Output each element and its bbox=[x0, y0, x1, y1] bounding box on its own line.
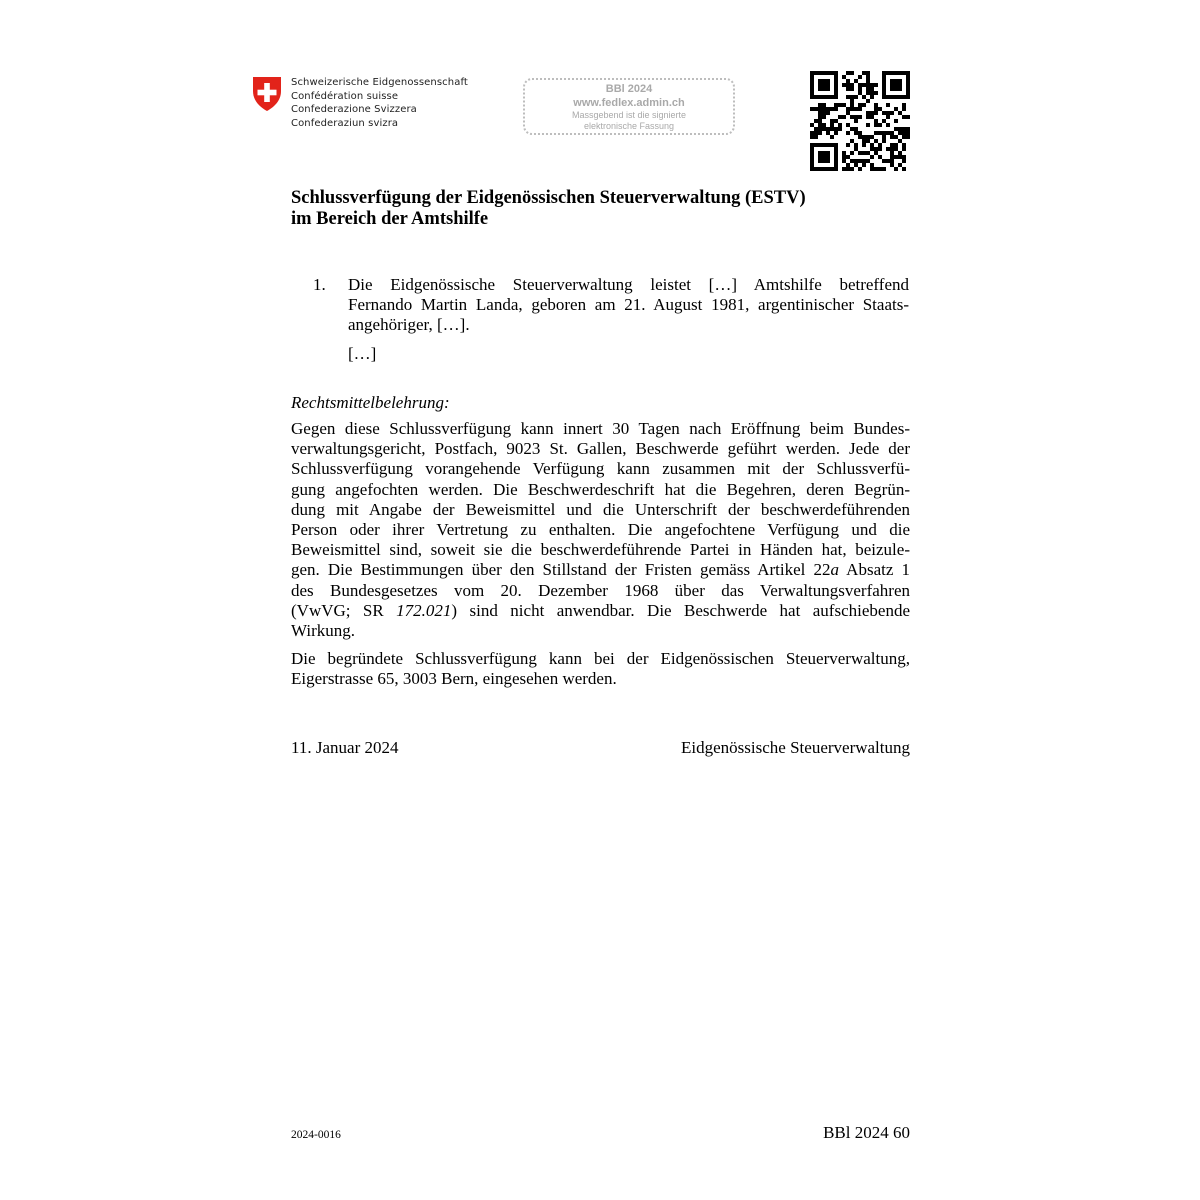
decision-date: 11. Januar 2024 bbox=[291, 738, 399, 757]
appeal-line: Wirkung. bbox=[291, 621, 355, 641]
appeal-line-text: ) sind nicht anwendbar. Die Beschwerde hat aufschiebende bbox=[451, 600, 910, 620]
stamp-url: www.fedlex.admin.ch bbox=[573, 97, 685, 109]
publication-stamp bbox=[523, 78, 735, 135]
appeal-paragraph bbox=[291, 419, 910, 641]
stamp-bbl: BBl 2024 bbox=[605, 83, 653, 95]
item-line: Fernando Martin Landa, geboren am 21. August 1981, argentinischer Staats- bbox=[348, 295, 909, 314]
appeal-line: Person oder ihrer Vertretung zu enthalten. Die angefochtene Verfügung und die bbox=[291, 520, 910, 540]
appeal-line: Gegen diese Schlussverfügung kann innert 30 Tagen nach Eröffnung beim Bundes- bbox=[291, 419, 910, 438]
appeal-line: gung angefochten werden. Die Beschwerdeschrift hat die Begehren, deren Begrün- bbox=[291, 479, 910, 499]
confederation-name-de: Schweizerische Eidgenossenschaft bbox=[291, 77, 468, 88]
item-number: 1. bbox=[313, 275, 326, 294]
item-line: angehöriger, […]. bbox=[348, 315, 470, 334]
appeal-line-sr bbox=[291, 601, 910, 621]
swiss-shield-icon bbox=[252, 76, 282, 112]
document-title bbox=[291, 188, 911, 230]
inspection-line: Eigerstrasse 65, 3003 Bern, eingesehen werden. bbox=[291, 669, 617, 689]
appeal-line: dung mit Angabe der Beweismittel und die Unterschrift der beschwerdeführenden bbox=[291, 499, 910, 519]
signing-authority: Eidgenössische Steuerverwaltung bbox=[681, 738, 910, 757]
confederation-logo bbox=[252, 76, 468, 130]
confederation-names bbox=[291, 76, 468, 130]
title-line: im Bereich der Amtshilfe bbox=[291, 209, 489, 229]
confederation-name-it: Confederazione Svizzera bbox=[291, 104, 417, 115]
appeal-line: des Bundesgesetzes vom 20. Dezember 1968 über das Verwaltungsverfahren bbox=[291, 580, 910, 600]
inspection-line: Die begründete Schlussverfügung kann bei der Eidgenössischen Steuerverwaltung, bbox=[291, 649, 910, 668]
appeal-line: Schlussverfügung vorangehende Verfügung kann zusammen mit der Schlussverfü- bbox=[291, 459, 910, 479]
title-line: Schlussverfügung der Eidgenössischen Steuerverwaltung (ESTV) bbox=[291, 188, 806, 208]
appeal-line: Beweismittel sind, soweit sie die beschwerdeführende Partei in Händen hat, beizule- bbox=[291, 540, 910, 560]
appeal-line-article bbox=[291, 560, 910, 580]
article-letter: a bbox=[830, 560, 840, 580]
qr-code-icon bbox=[810, 71, 910, 171]
item-line: Die Eidgenössische Steuerverwaltung leistet […] Amtshilfe betreffend bbox=[348, 275, 909, 294]
stamp-note-2: elektronische Fassung bbox=[583, 121, 675, 131]
appeal-heading: Rechtsmittelbelehrung: bbox=[291, 393, 450, 412]
appeal-line-text: (VwVG; SR bbox=[291, 600, 397, 620]
appeal-line-text: gen. Die Bestimmungen über den Stillstand der Fristen gemäss Artikel 22 bbox=[291, 560, 831, 580]
confederation-name-rm: Confederaziun svizra bbox=[291, 117, 399, 129]
sr-number: 172.021 bbox=[396, 600, 452, 620]
page-reference: BBl 2024 60 bbox=[823, 1123, 910, 1142]
item-text bbox=[348, 275, 909, 335]
document-number: 2024-0016 bbox=[291, 1129, 341, 1141]
appeal-line: verwaltungsgericht, Postfach, 9023 St. Gallen, Beschwerde geführt werden. Jede der bbox=[291, 439, 910, 459]
inspection-paragraph bbox=[291, 649, 910, 689]
appeal-line-text: Absatz 1 bbox=[839, 560, 910, 580]
omission-ellipsis: […] bbox=[348, 344, 377, 363]
stamp-note-1: Massgebend ist die signierte bbox=[571, 110, 687, 120]
confederation-name-fr: Confédération suisse bbox=[291, 90, 399, 102]
